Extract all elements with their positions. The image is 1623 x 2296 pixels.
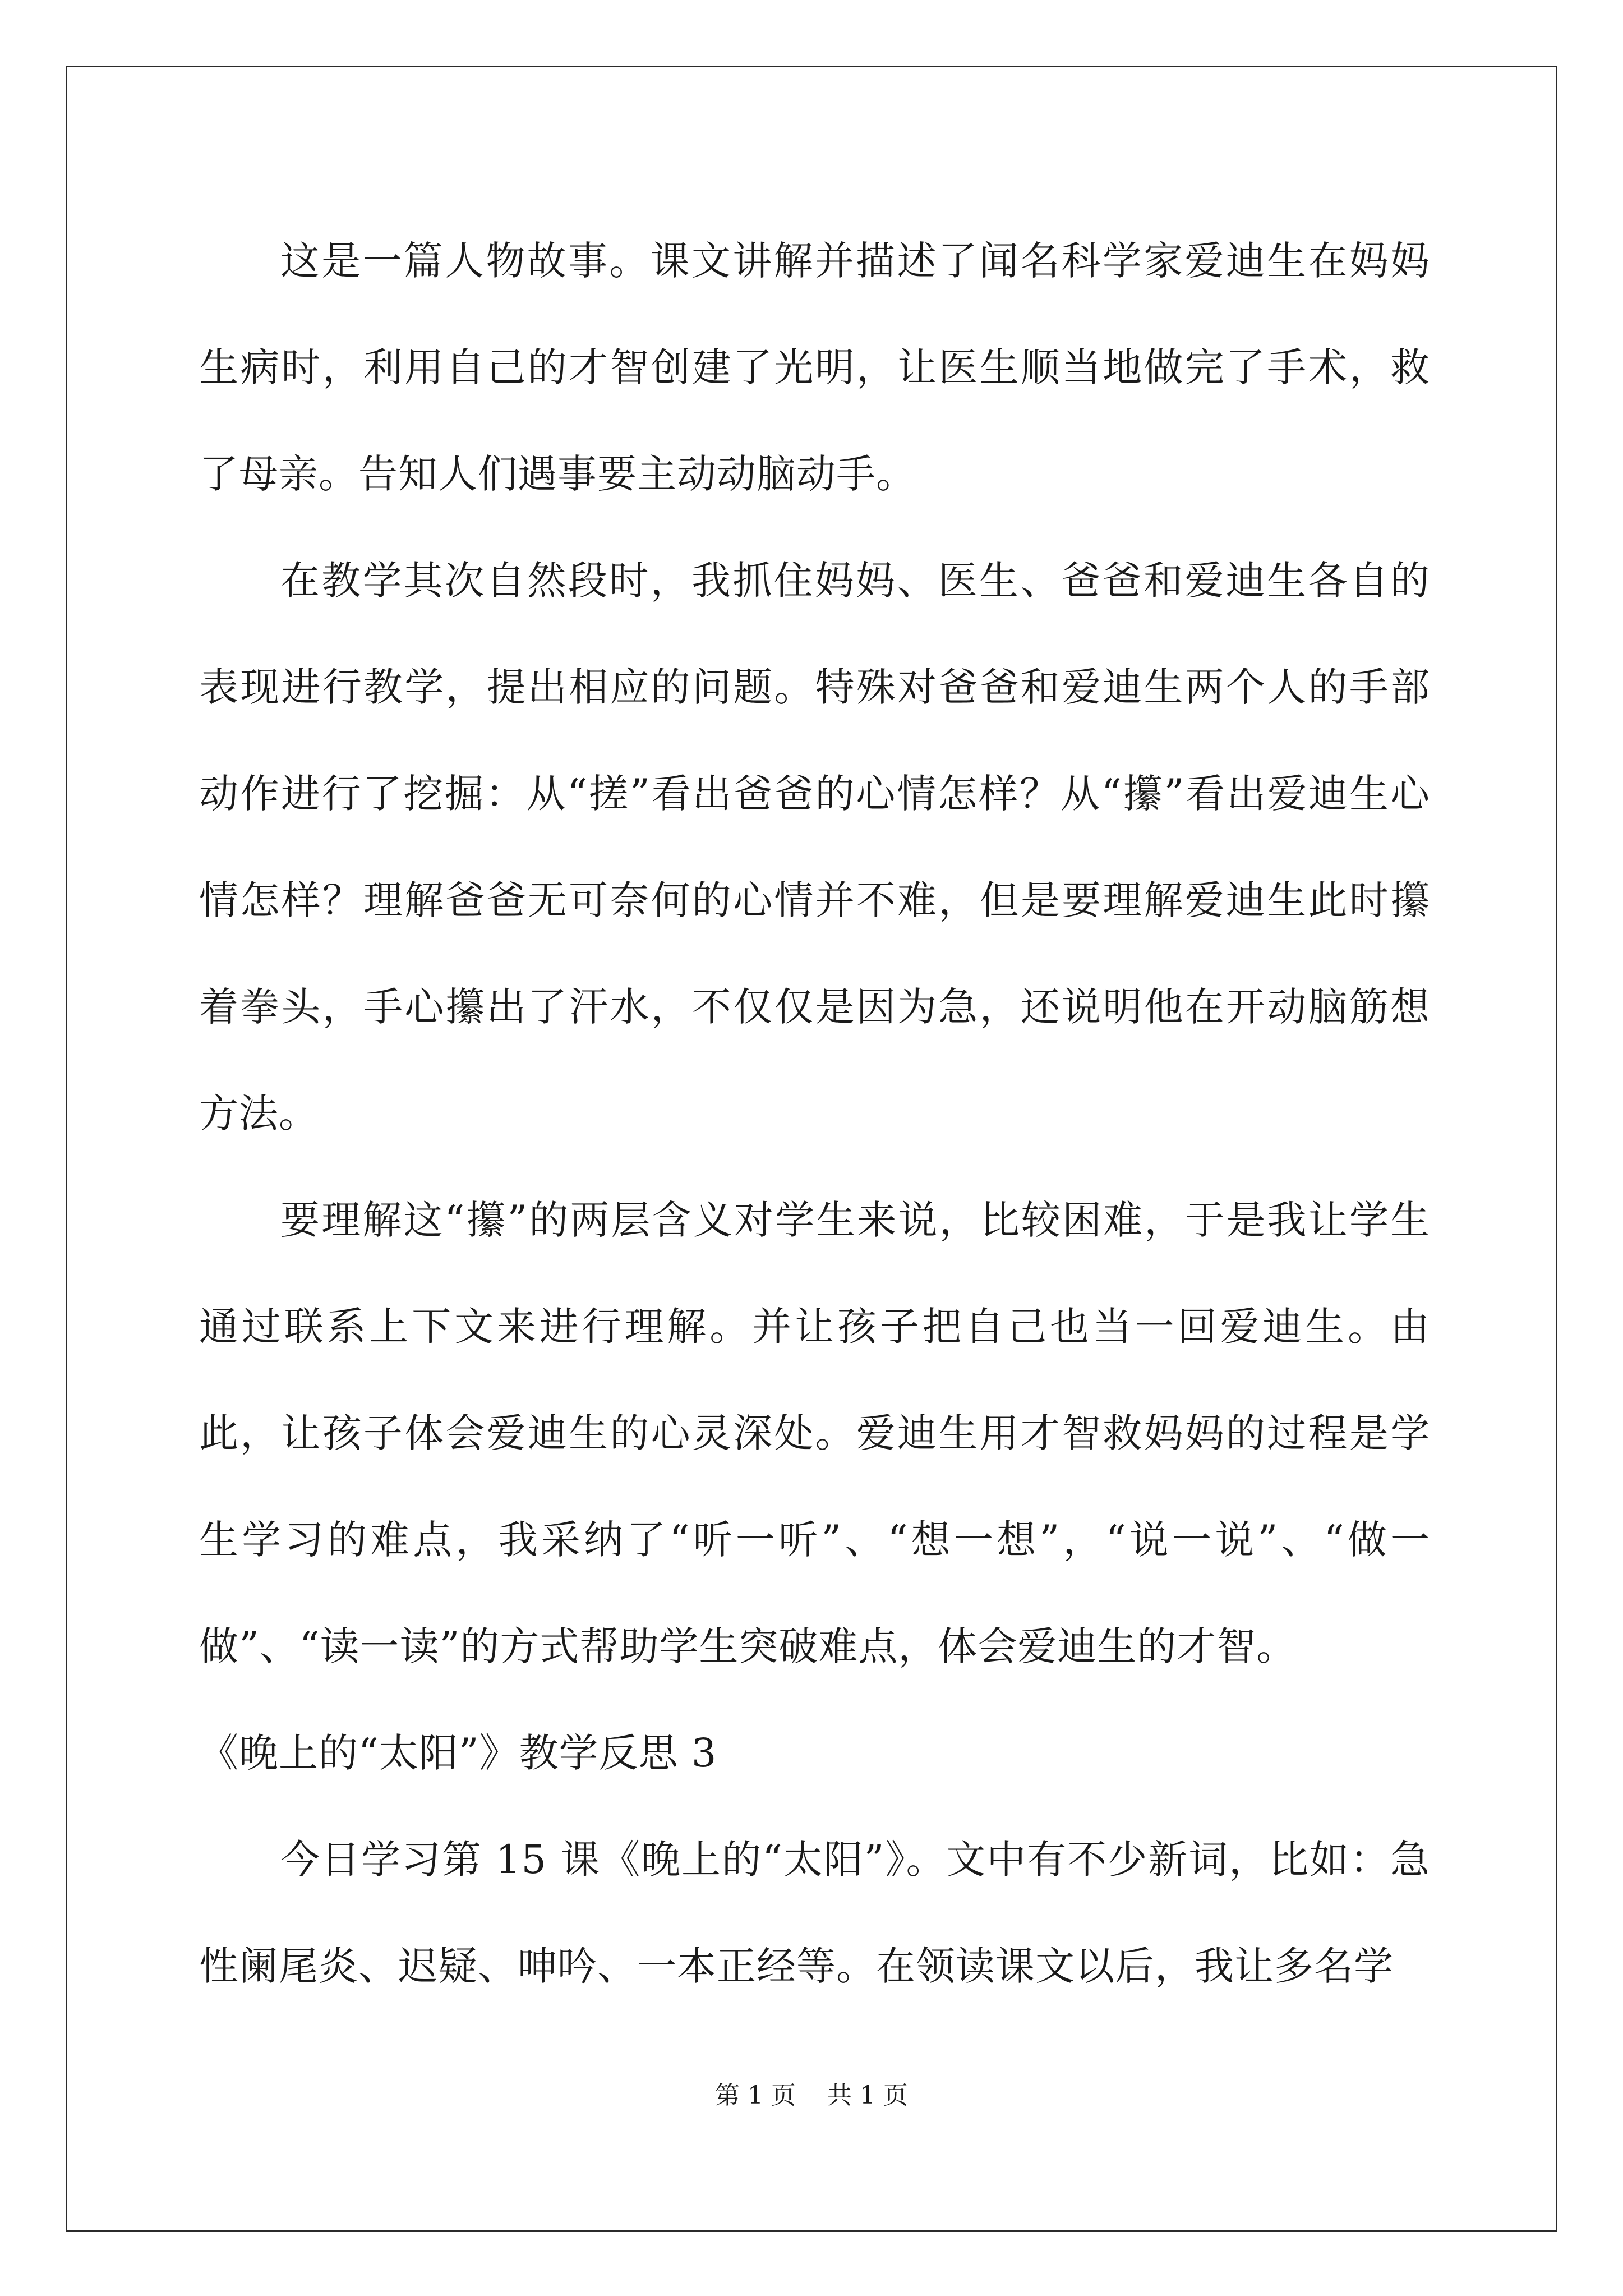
paragraph-2: 在教学其次自然段时，我抓住妈妈、医生、爸爸和爱迪生各自的表现进行教学，提出相应的问题。特殊对爸爸和爱迪生两个人的手部动作进行了挖掘：从“搓”看出爸爸的心情怎样？从“攥”看出爱迪生心情怎样？理解爸爸无可奈何的心情并不难，但是要理解爱迪生此时攥着拳头，手心攥出了汗水，不仅仅是因为急，还说明他在开动脑筋想方法。: [199, 558, 1430, 1137]
paragraph-4: 今日学习第 15 课《晚上的“太阳”》。文中有不少新词，比如：急性阑尾炎、迟疑、呻吟、一本正经等。在领读课文以后，我让多名学: [199, 1837, 1430, 1989]
paragraph-3: 要理解这“攥”的两层含义对学生来说，比较困难，于是我让学生通过联系上下文来进行理解。并让孩子把自己也当一回爱迪生。由此，让孩子体会爱迪生的心灵深处。爱迪生用才智救妈妈的过程是学生学习的难点，我采纳了“听一听”、“想一想”，“说一说”、“做一做”、“读一读”的方式帮助学生突破难点，体会爱迪生的才智。: [199, 1197, 1430, 1669]
page-number: 第 1 页: [715, 2081, 796, 2110]
page-footer: [0, 2079, 1623, 2113]
page-total: 共 1 页: [827, 2081, 908, 2110]
document-body: [199, 208, 1430, 2019]
section-heading: 《晚上的“太阳”》教学反思 3: [199, 1730, 717, 1776]
paragraph-1: 这是一篇人物故事。课文讲解并描述了闻名科学家爱迪生在妈妈生病时，利用自己的才智创建了光明，让医生顺当地做完了手术，救了母亲。告知人们遇事要主动动脑动手。: [199, 238, 1430, 497]
